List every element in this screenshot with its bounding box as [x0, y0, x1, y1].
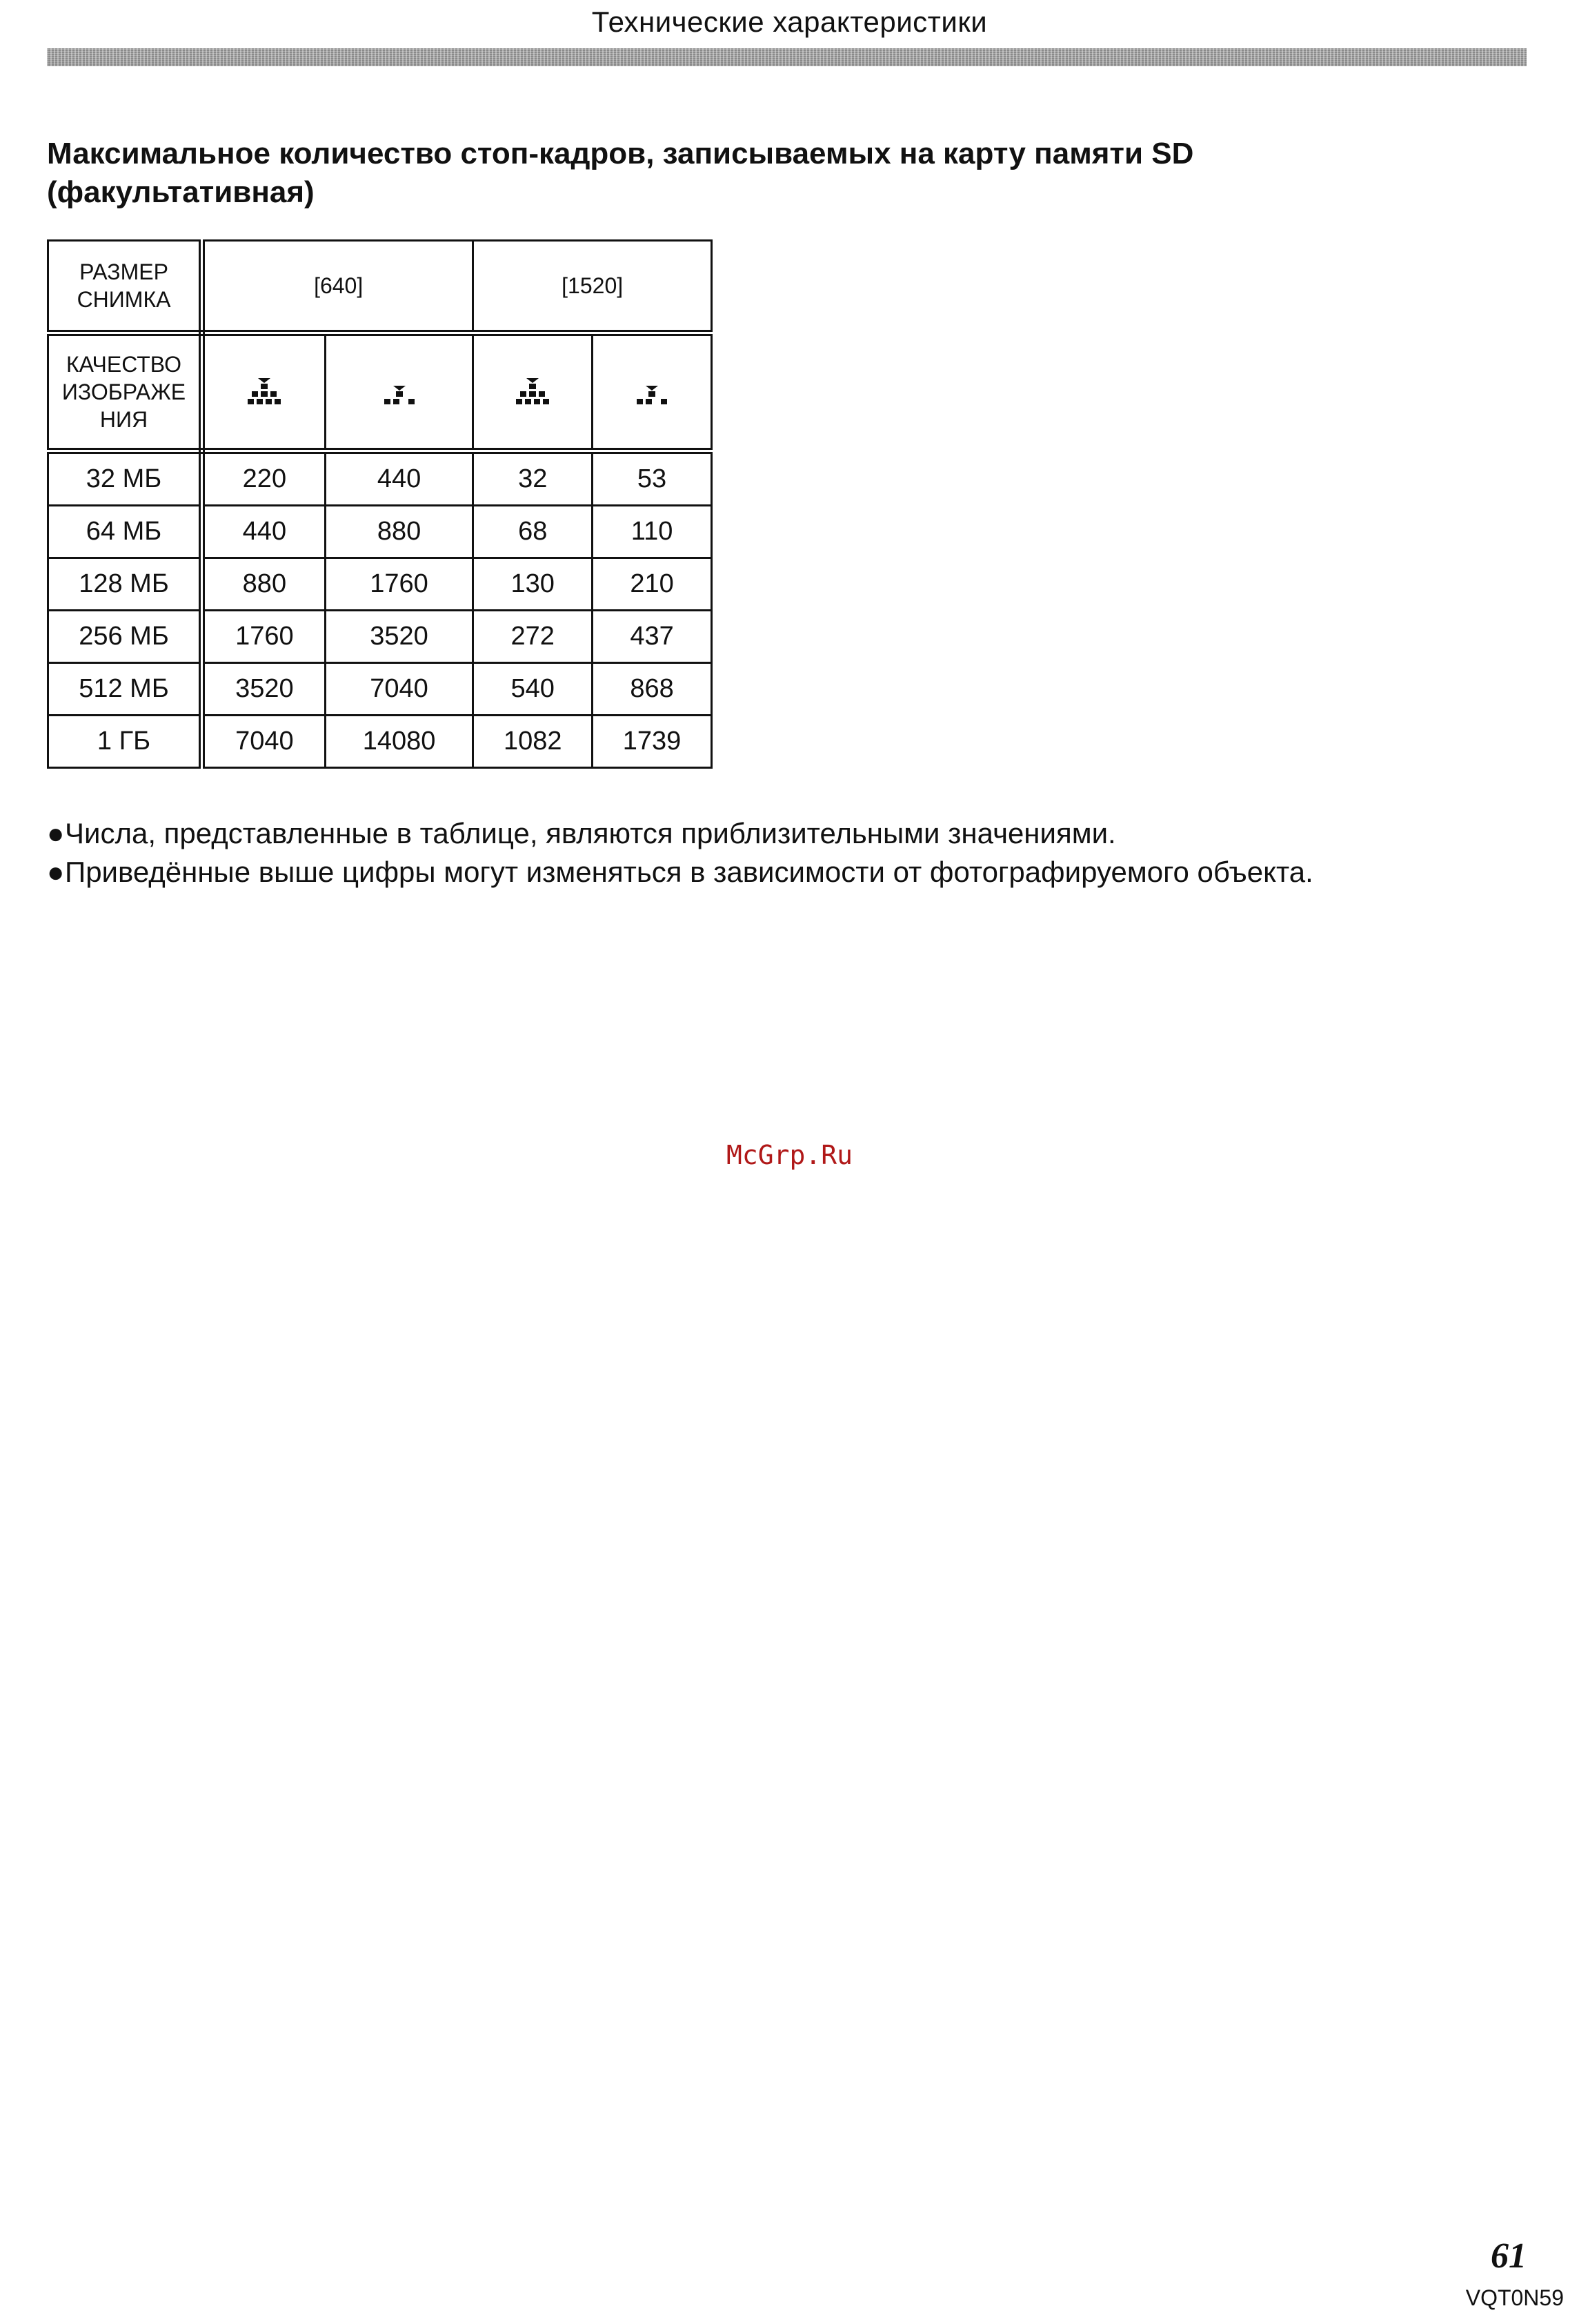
value-cell: 32 — [473, 451, 593, 506]
quality-label-line-3: НИЯ — [99, 407, 148, 432]
card-size-cell: 256 МБ — [48, 611, 202, 663]
table-quality-header-row — [48, 333, 712, 451]
watermark: McGrp.Ru — [726, 1140, 853, 1170]
quality-cell-3 — [473, 333, 593, 451]
size-label-line-1: РАЗМЕР — [79, 259, 168, 284]
value-cell: 440 — [325, 451, 473, 506]
value-cell: 1082 — [473, 716, 593, 768]
value-cell: 1739 — [593, 716, 712, 768]
bullet-icon: ● — [47, 856, 65, 888]
quality-label-line-1: КАЧЕСТВО — [66, 352, 181, 377]
card-size-cell: 512 МБ — [48, 663, 202, 716]
table-size-header-row — [48, 241, 712, 333]
page-number: 61 — [1491, 2236, 1527, 2276]
section-title-line-1: Максимальное количество стоп-кадров, записываемых на карту памяти SD — [47, 137, 1194, 170]
value-cell: 220 — [202, 451, 326, 506]
quality-standard-icon — [633, 377, 671, 407]
capacity-table — [47, 239, 713, 769]
value-cell: 880 — [325, 506, 473, 558]
quality-cell-1 — [202, 333, 326, 451]
notes-list — [47, 814, 1551, 892]
value-cell: 1760 — [202, 611, 326, 663]
value-cell: 540 — [473, 663, 593, 716]
value-cell: 272 — [473, 611, 593, 663]
card-size-cell: 128 МБ — [48, 558, 202, 611]
value-cell: 3520 — [202, 663, 326, 716]
value-cell: 1760 — [325, 558, 473, 611]
section-title — [47, 135, 1427, 212]
value-cell: 868 — [593, 663, 712, 716]
table-row — [48, 558, 712, 611]
quality-fine-icon — [245, 377, 284, 407]
value-cell: 7040 — [325, 663, 473, 716]
card-size-cell: 1 ГБ — [48, 716, 202, 768]
quality-cell-4 — [593, 333, 712, 451]
quality-cell-2 — [325, 333, 473, 451]
size-1520-cell: [1520] — [473, 241, 712, 333]
quality-standard-icon — [380, 377, 419, 407]
header-bar — [47, 48, 1527, 66]
size-label-cell — [48, 241, 202, 333]
value-cell: 210 — [593, 558, 712, 611]
size-640-cell: [640] — [202, 241, 473, 333]
value-cell: 880 — [202, 558, 326, 611]
bullet-icon: ● — [47, 817, 65, 849]
size-label-line-2: СНИМКА — [77, 287, 171, 312]
document-code: VQT0N59 — [1465, 2285, 1564, 2310]
note-text: Приведённые выше цифры могут изменяться в зависимости от фотографируемого объекта. — [65, 856, 1313, 888]
value-cell: 440 — [202, 506, 326, 558]
value-cell: 14080 — [325, 716, 473, 768]
list-item — [47, 853, 1551, 892]
page-header-title: Технические характеристики — [591, 6, 988, 38]
table-row — [48, 506, 712, 558]
quality-label-line-2: ИЗОБРАЖЕ — [61, 380, 186, 404]
table-row — [48, 716, 712, 768]
section-title-line-2: (факультативная) — [47, 175, 315, 209]
card-size-cell: 32 МБ — [48, 451, 202, 506]
value-cell: 130 — [473, 558, 593, 611]
value-cell: 437 — [593, 611, 712, 663]
value-cell: 53 — [593, 451, 712, 506]
table-row — [48, 611, 712, 663]
note-text: Числа, представленные в таблице, являются приблизительными значениями. — [65, 817, 1116, 849]
table-row — [48, 451, 712, 506]
card-size-cell: 64 МБ — [48, 506, 202, 558]
table-row — [48, 663, 712, 716]
value-cell: 68 — [473, 506, 593, 558]
list-item — [47, 814, 1551, 853]
quality-label-cell — [48, 333, 202, 451]
value-cell: 110 — [593, 506, 712, 558]
value-cell: 7040 — [202, 716, 326, 768]
quality-fine-icon — [513, 377, 552, 407]
value-cell: 3520 — [325, 611, 473, 663]
